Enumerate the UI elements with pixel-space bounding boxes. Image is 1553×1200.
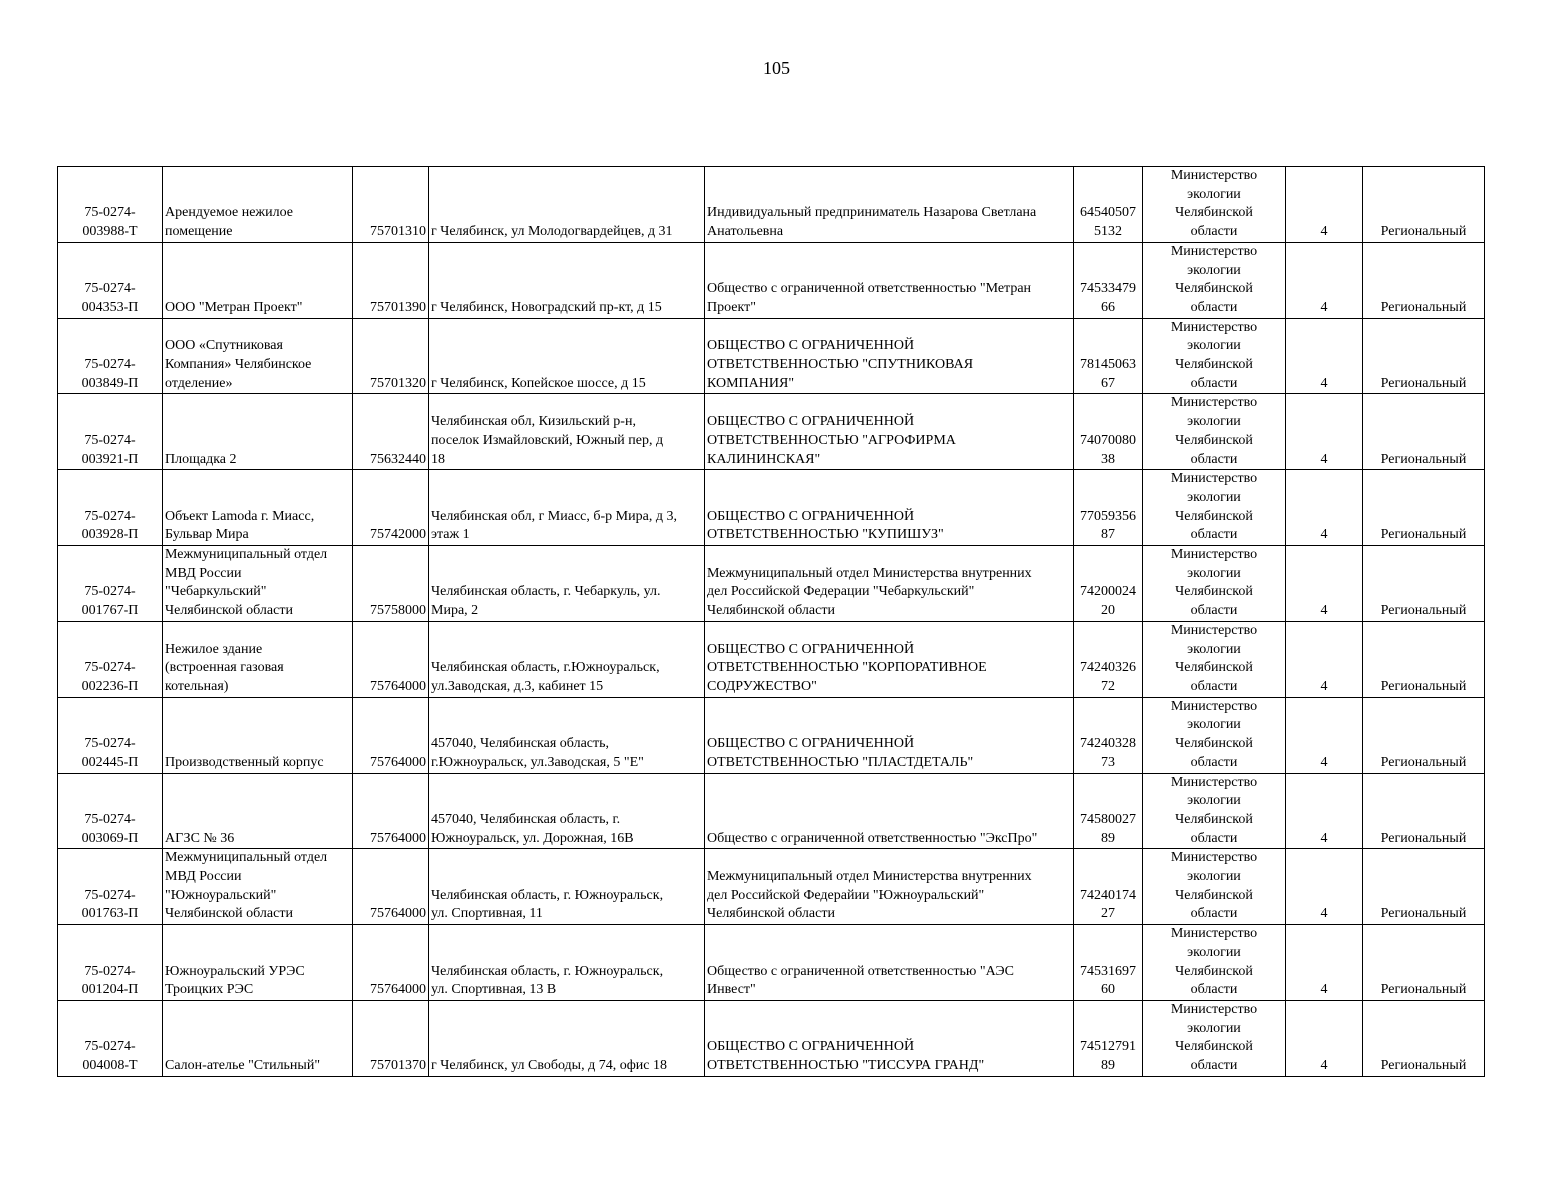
address-cell: г Челябинск, Новоградский пр-кт, д 15 <box>429 242 705 318</box>
table-row <box>58 697 1485 773</box>
object-name-cell: Межмуниципальный отдел МВД России "Чебаркульский" Челябинской области <box>163 546 353 622</box>
level-cell: Региональный <box>1363 394 1485 470</box>
inn-cell: 74070080 38 <box>1074 394 1143 470</box>
object-code-cell: 75-0274- 002236-П <box>58 621 163 697</box>
table-row <box>58 925 1485 1001</box>
level-cell: Региональный <box>1363 925 1485 1001</box>
level-cell: Региональный <box>1363 242 1485 318</box>
level-cell: Региональный <box>1363 849 1485 925</box>
category-cell: 4 <box>1286 697 1363 773</box>
object-name-cell: Межмуниципальный отдел МВД России "Южноуральский" Челябинской области <box>163 849 353 925</box>
category-cell: 4 <box>1286 167 1363 243</box>
level-cell: Региональный <box>1363 1000 1485 1076</box>
authority-cell: Министерство экологии Челябинской области <box>1143 167 1286 243</box>
table-row <box>58 621 1485 697</box>
operator-cell: Общество с ограниченной ответственностью "ЭксПро" <box>705 773 1074 849</box>
oktmo-cell: 75632440 <box>353 394 429 470</box>
authority-cell: Министерство экологии Челябинской области <box>1143 546 1286 622</box>
table-row <box>58 318 1485 394</box>
authority-cell: Министерство экологии Челябинской области <box>1143 621 1286 697</box>
inn-cell: 74531697 60 <box>1074 925 1143 1001</box>
level-cell: Региональный <box>1363 470 1485 546</box>
table-row <box>58 242 1485 318</box>
object-code-cell: 75-0274- 004008-Т <box>58 1000 163 1076</box>
operator-cell: Общество с ограниченной ответственностью "Метран Проект" <box>705 242 1074 318</box>
authority-cell: Министерство экологии Челябинской области <box>1143 925 1286 1001</box>
object-code-cell: 75-0274- 003988-Т <box>58 167 163 243</box>
oktmo-cell: 75701310 <box>353 167 429 243</box>
address-cell: г Челябинск, ул Свободы, д 74, офис 18 <box>429 1000 705 1076</box>
category-cell: 4 <box>1286 1000 1363 1076</box>
object-name-cell: ООО "Метран Проект" <box>163 242 353 318</box>
level-cell: Региональный <box>1363 546 1485 622</box>
operator-cell: ОБЩЕСТВО С ОГРАНИЧЕННОЙ ОТВЕТСТВЕННОСТЬЮ "ПЛАСТДЕТАЛЬ" <box>705 697 1074 773</box>
object-name-cell: Площадка 2 <box>163 394 353 470</box>
object-name-cell: Салон-ателье "Стильный" <box>163 1000 353 1076</box>
object-name-cell: Южноуральский УРЭС Троицких РЭС <box>163 925 353 1001</box>
inn-cell: 78145063 67 <box>1074 318 1143 394</box>
object-code-cell: 75-0274- 003849-П <box>58 318 163 394</box>
operator-cell: Межмуниципальный отдел Министерства внутренних дел Российской Федерайии "Южноуральский" Челябинской области <box>705 849 1074 925</box>
authority-cell: Министерство экологии Челябинской области <box>1143 242 1286 318</box>
object-name-cell: Нежилое здание (встроенная газовая котельная) <box>163 621 353 697</box>
authority-cell: Министерство экологии Челябинской области <box>1143 849 1286 925</box>
table-row <box>58 546 1485 622</box>
address-cell: 457040, Челябинская область, г.Южноуральск, ул.Заводская, 5 "Е" <box>429 697 705 773</box>
inn-cell: 74240326 72 <box>1074 621 1143 697</box>
inn-cell: 77059356 87 <box>1074 470 1143 546</box>
authority-cell: Министерство экологии Челябинской области <box>1143 394 1286 470</box>
oktmo-cell: 75764000 <box>353 773 429 849</box>
table-row <box>58 1000 1485 1076</box>
category-cell: 4 <box>1286 470 1363 546</box>
object-code-cell: 75-0274- 001204-П <box>58 925 163 1001</box>
inn-cell: 74533479 66 <box>1074 242 1143 318</box>
authority-cell: Министерство экологии Челябинской области <box>1143 697 1286 773</box>
operator-cell: ОБЩЕСТВО С ОГРАНИЧЕННОЙ ОТВЕТСТВЕННОСТЬЮ "КОРПОРАТИВНОЕ СОДРУЖЕСТВО" <box>705 621 1074 697</box>
object-name-cell: Объект Lamoda г. Миасс, Бульвар Мира <box>163 470 353 546</box>
authority-cell: Министерство экологии Челябинской области <box>1143 318 1286 394</box>
address-cell: Челябинская обл, г Миасс, б-р Мира, д 3, этаж 1 <box>429 470 705 546</box>
address-cell: Челябинская область, г. Чебаркуль, ул. Мира, 2 <box>429 546 705 622</box>
operator-cell: ОБЩЕСТВО С ОГРАНИЧЕННОЙ ОТВЕТСТВЕННОСТЬЮ "КУПИШУЗ" <box>705 470 1074 546</box>
category-cell: 4 <box>1286 394 1363 470</box>
oktmo-cell: 75764000 <box>353 849 429 925</box>
category-cell: 4 <box>1286 546 1363 622</box>
oktmo-cell: 75701320 <box>353 318 429 394</box>
address-cell: Челябинская обл, Кизильский р-н, поселок Измайловский, Южный пер, д 18 <box>429 394 705 470</box>
page-number: 105 <box>763 58 790 78</box>
table-row <box>58 470 1485 546</box>
inn-cell: 74512791 89 <box>1074 1000 1143 1076</box>
operator-cell: Межмуниципальный отдел Министерства внутренних дел Российской Федерации "Чебаркульский" Челябинской области <box>705 546 1074 622</box>
inn-cell: 74240174 27 <box>1074 849 1143 925</box>
operator-cell: ОБЩЕСТВО С ОГРАНИЧЕННОЙ ОТВЕТСТВЕННОСТЬЮ "ТИССУРА ГРАНД" <box>705 1000 1074 1076</box>
registry-table <box>57 166 1485 1077</box>
operator-cell: ОБЩЕСТВО С ОГРАНИЧЕННОЙ ОТВЕТСТВЕННОСТЬЮ "АГРОФИРМА КАЛИНИНСКАЯ" <box>705 394 1074 470</box>
object-name-cell: Арендуемое нежилое помещение <box>163 167 353 243</box>
oktmo-cell: 75764000 <box>353 925 429 1001</box>
table-row <box>58 394 1485 470</box>
oktmo-cell: 75758000 <box>353 546 429 622</box>
object-name-cell: Производственный корпус <box>163 697 353 773</box>
object-code-cell: 75-0274- 003928-П <box>58 470 163 546</box>
operator-cell: ОБЩЕСТВО С ОГРАНИЧЕННОЙ ОТВЕТСТВЕННОСТЬЮ "СПУТНИКОВАЯ КОМПАНИЯ" <box>705 318 1074 394</box>
authority-cell: Министерство экологии Челябинской области <box>1143 1000 1286 1076</box>
inn-cell: 74240328 73 <box>1074 697 1143 773</box>
table-row <box>58 167 1485 243</box>
object-code-cell: 75-0274- 003069-П <box>58 773 163 849</box>
object-code-cell: 75-0274- 002445-П <box>58 697 163 773</box>
address-cell: г Челябинск, Копейское шоссе, д 15 <box>429 318 705 394</box>
authority-cell: Министерство экологии Челябинской области <box>1143 773 1286 849</box>
address-cell: 457040, Челябинская область, г. Южноуральск, ул. Дорожная, 16В <box>429 773 705 849</box>
address-cell: г Челябинск, ул Молодогвардейцев, д 31 <box>429 167 705 243</box>
level-cell: Региональный <box>1363 318 1485 394</box>
category-cell: 4 <box>1286 621 1363 697</box>
oktmo-cell: 75701390 <box>353 242 429 318</box>
level-cell: Региональный <box>1363 621 1485 697</box>
inn-cell: 64540507 5132 <box>1074 167 1143 243</box>
object-name-cell: АГЗС № 36 <box>163 773 353 849</box>
registry-body <box>58 167 1485 1077</box>
level-cell: Региональный <box>1363 773 1485 849</box>
address-cell: Челябинская область, г. Южноуральск, ул. Спортивная, 13 В <box>429 925 705 1001</box>
table-row <box>58 849 1485 925</box>
operator-cell: Общество с ограниченной ответственностью "АЭС Инвест" <box>705 925 1074 1001</box>
object-code-cell: 75-0274- 001763-П <box>58 849 163 925</box>
category-cell: 4 <box>1286 318 1363 394</box>
oktmo-cell: 75764000 <box>353 621 429 697</box>
inn-cell: 74200024 20 <box>1074 546 1143 622</box>
object-code-cell: 75-0274- 003921-П <box>58 394 163 470</box>
level-cell: Региональный <box>1363 167 1485 243</box>
operator-cell: Индивидуальный предприниматель Назарова Светлана Анатольевна <box>705 167 1074 243</box>
oktmo-cell: 75742000 <box>353 470 429 546</box>
category-cell: 4 <box>1286 925 1363 1001</box>
category-cell: 4 <box>1286 849 1363 925</box>
oktmo-cell: 75701370 <box>353 1000 429 1076</box>
oktmo-cell: 75764000 <box>353 697 429 773</box>
inn-cell: 74580027 89 <box>1074 773 1143 849</box>
object-code-cell: 75-0274- 001767-П <box>58 546 163 622</box>
object-name-cell: ООО «Спутниковая Компания» Челябинское отделение» <box>163 318 353 394</box>
object-code-cell: 75-0274- 004353-П <box>58 242 163 318</box>
table-row <box>58 773 1485 849</box>
authority-cell: Министерство экологии Челябинской области <box>1143 470 1286 546</box>
address-cell: Челябинская область, г.Южноуральск, ул.Заводская, д.3, кабинет 15 <box>429 621 705 697</box>
category-cell: 4 <box>1286 242 1363 318</box>
address-cell: Челябинская область, г. Южноуральск, ул. Спортивная, 11 <box>429 849 705 925</box>
category-cell: 4 <box>1286 773 1363 849</box>
level-cell: Региональный <box>1363 697 1485 773</box>
